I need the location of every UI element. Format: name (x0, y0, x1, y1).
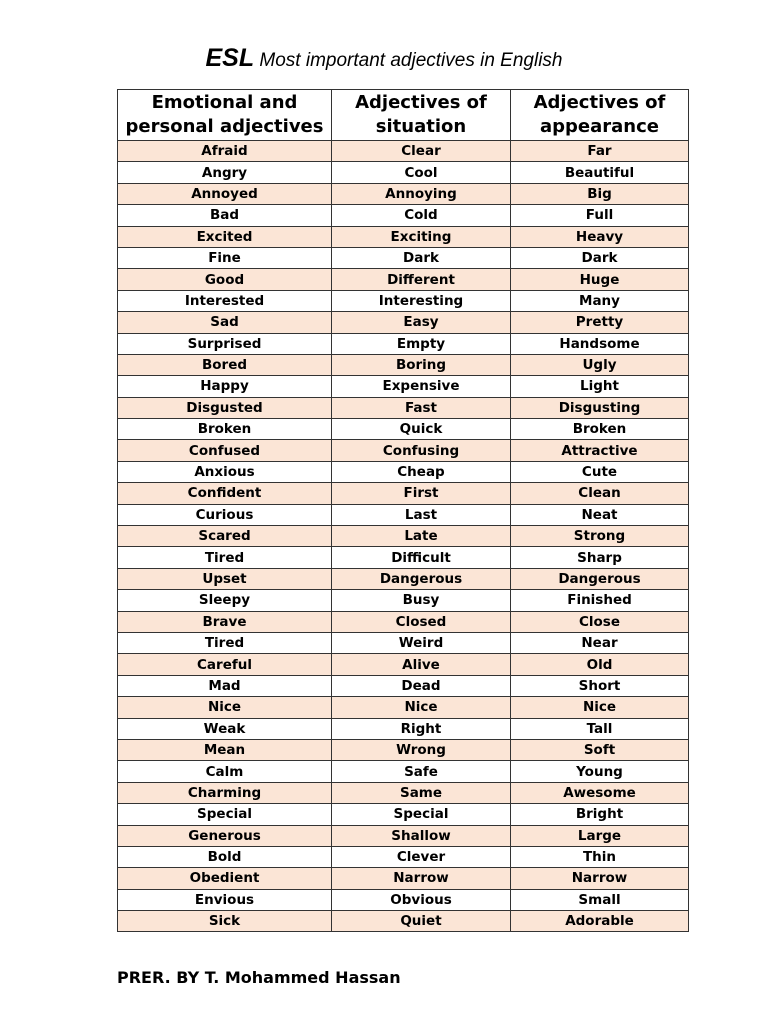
appearance-cell: Bright (511, 804, 689, 825)
table-row (118, 611, 689, 632)
table-row (118, 419, 689, 440)
emotional-cell: Afraid (118, 141, 332, 162)
situation-cell: Difficult (332, 547, 511, 568)
appearance-cell: Many (511, 290, 689, 311)
appearance-cell: Full (511, 205, 689, 226)
appearance-cell: Nice (511, 697, 689, 718)
situation-cell: Exciting (332, 226, 511, 247)
appearance-cell: Narrow (511, 868, 689, 889)
situation-cell: Late (332, 526, 511, 547)
header-row (118, 90, 689, 141)
table-row (118, 247, 689, 268)
appearance-cell: Big (511, 183, 689, 204)
table-row (118, 889, 689, 910)
appearance-cell: Close (511, 611, 689, 632)
emotional-cell: Charming (118, 782, 332, 803)
appearance-cell: Sharp (511, 547, 689, 568)
situation-cell: Cool (332, 162, 511, 183)
table-row (118, 547, 689, 568)
appearance-cell: Clean (511, 483, 689, 504)
situation-cell: Quick (332, 419, 511, 440)
emotional-cell: Happy (118, 376, 332, 397)
appearance-cell: Disgusting (511, 397, 689, 418)
table-row (118, 376, 689, 397)
table-row (118, 354, 689, 375)
emotional-cell: Generous (118, 825, 332, 846)
emotional-cell: Sleepy (118, 590, 332, 611)
table-row (118, 397, 689, 418)
table-row (118, 846, 689, 867)
author-credit: PRER. BY T. Mohammed Hassan (117, 968, 401, 987)
emotional-cell: Disgusted (118, 397, 332, 418)
emotional-cell: Brave (118, 611, 332, 632)
appearance-cell: Neat (511, 504, 689, 525)
title-rest: Most important adjectives in English (254, 50, 563, 71)
emotional-cell: Sad (118, 312, 332, 333)
title-esl: ESL (205, 44, 255, 72)
emotional-cell: Obedient (118, 868, 332, 889)
situation-cell: Fast (332, 397, 511, 418)
emotional-cell: Good (118, 269, 332, 290)
emotional-cell: Upset (118, 568, 332, 589)
situation-cell: Expensive (332, 376, 511, 397)
table-row (118, 804, 689, 825)
emotional-cell: Tired (118, 632, 332, 653)
situation-cell: Alive (332, 654, 511, 675)
situation-cell: Interesting (332, 290, 511, 311)
emotional-cell: Bold (118, 846, 332, 867)
appearance-cell: Old (511, 654, 689, 675)
table-row (118, 141, 689, 162)
table-row (118, 632, 689, 653)
emotional-cell: Tired (118, 547, 332, 568)
emotional-cell: Weak (118, 718, 332, 739)
emotional-cell: Confused (118, 440, 332, 461)
appearance-cell: Large (511, 825, 689, 846)
appearance-cell: Finished (511, 590, 689, 611)
header-emotional-personal: Emotional and personal adjectives (118, 90, 332, 141)
table-row (118, 290, 689, 311)
table-row (118, 162, 689, 183)
appearance-cell: Ugly (511, 354, 689, 375)
situation-cell: Wrong (332, 739, 511, 760)
table-row (118, 739, 689, 760)
emotional-cell: Scared (118, 526, 332, 547)
table-row (118, 868, 689, 889)
adjectives-table (117, 89, 689, 932)
emotional-cell: Mad (118, 675, 332, 696)
table-row (118, 782, 689, 803)
situation-cell: Weird (332, 632, 511, 653)
table-row (118, 761, 689, 782)
table-row (118, 226, 689, 247)
situation-cell: Cheap (332, 461, 511, 482)
situation-cell: Confusing (332, 440, 511, 461)
situation-cell: Clever (332, 846, 511, 867)
appearance-cell: Strong (511, 526, 689, 547)
emotional-cell: Broken (118, 419, 332, 440)
table-row (118, 568, 689, 589)
appearance-cell: Heavy (511, 226, 689, 247)
situation-cell: Clear (332, 141, 511, 162)
emotional-cell: Nice (118, 697, 332, 718)
situation-cell: Different (332, 269, 511, 290)
appearance-cell: Beautiful (511, 162, 689, 183)
situation-cell: Dangerous (332, 568, 511, 589)
table-row (118, 312, 689, 333)
emotional-cell: Excited (118, 226, 332, 247)
appearance-cell: Dark (511, 247, 689, 268)
situation-cell: Annoying (332, 183, 511, 204)
table-row (118, 333, 689, 354)
situation-cell: Narrow (332, 868, 511, 889)
page-title (0, 44, 768, 73)
appearance-cell: Tall (511, 718, 689, 739)
appearance-cell: Dangerous (511, 568, 689, 589)
situation-cell: Obvious (332, 889, 511, 910)
emotional-cell: Surprised (118, 333, 332, 354)
emotional-cell: Envious (118, 889, 332, 910)
situation-cell: Easy (332, 312, 511, 333)
situation-cell: Safe (332, 761, 511, 782)
situation-cell: Shallow (332, 825, 511, 846)
situation-cell: Dark (332, 247, 511, 268)
table-row (118, 483, 689, 504)
table-row (118, 461, 689, 482)
situation-cell: Dead (332, 675, 511, 696)
table-row (118, 269, 689, 290)
situation-cell: Empty (332, 333, 511, 354)
table-body (118, 141, 689, 932)
emotional-cell: Anxious (118, 461, 332, 482)
appearance-cell: Far (511, 141, 689, 162)
appearance-cell: Awesome (511, 782, 689, 803)
appearance-cell: Pretty (511, 312, 689, 333)
emotional-cell: Angry (118, 162, 332, 183)
emotional-cell: Curious (118, 504, 332, 525)
situation-cell: First (332, 483, 511, 504)
emotional-cell: Fine (118, 247, 332, 268)
appearance-cell: Handsome (511, 333, 689, 354)
situation-cell: Same (332, 782, 511, 803)
situation-cell: Closed (332, 611, 511, 632)
header-appearance: Adjectives of appearance (511, 90, 689, 141)
situation-cell: Cold (332, 205, 511, 226)
situation-cell: Special (332, 804, 511, 825)
table-row (118, 440, 689, 461)
table-row (118, 697, 689, 718)
emotional-cell: Bored (118, 354, 332, 375)
emotional-cell: Sick (118, 911, 332, 932)
table-row (118, 205, 689, 226)
table-row (118, 654, 689, 675)
emotional-cell: Interested (118, 290, 332, 311)
table-row (118, 911, 689, 932)
situation-cell: Nice (332, 697, 511, 718)
table-row (118, 675, 689, 696)
situation-cell: Right (332, 718, 511, 739)
appearance-cell: Thin (511, 846, 689, 867)
appearance-cell: Near (511, 632, 689, 653)
emotional-cell: Confident (118, 483, 332, 504)
appearance-cell: Young (511, 761, 689, 782)
appearance-cell: Short (511, 675, 689, 696)
emotional-cell: Calm (118, 761, 332, 782)
table-row (118, 504, 689, 525)
emotional-cell: Careful (118, 654, 332, 675)
situation-cell: Boring (332, 354, 511, 375)
appearance-cell: Huge (511, 269, 689, 290)
appearance-cell: Broken (511, 419, 689, 440)
emotional-cell: Bad (118, 205, 332, 226)
situation-cell: Busy (332, 590, 511, 611)
appearance-cell: Adorable (511, 911, 689, 932)
appearance-cell: Cute (511, 461, 689, 482)
table-row (118, 183, 689, 204)
table-header (118, 90, 689, 141)
table-row (118, 825, 689, 846)
appearance-cell: Attractive (511, 440, 689, 461)
header-situation: Adjectives of situation (332, 90, 511, 141)
table-row (118, 718, 689, 739)
table-row (118, 526, 689, 547)
situation-cell: Quiet (332, 911, 511, 932)
emotional-cell: Annoyed (118, 183, 332, 204)
appearance-cell: Small (511, 889, 689, 910)
appearance-cell: Soft (511, 739, 689, 760)
situation-cell: Last (332, 504, 511, 525)
table-row (118, 590, 689, 611)
emotional-cell: Special (118, 804, 332, 825)
emotional-cell: Mean (118, 739, 332, 760)
appearance-cell: Light (511, 376, 689, 397)
